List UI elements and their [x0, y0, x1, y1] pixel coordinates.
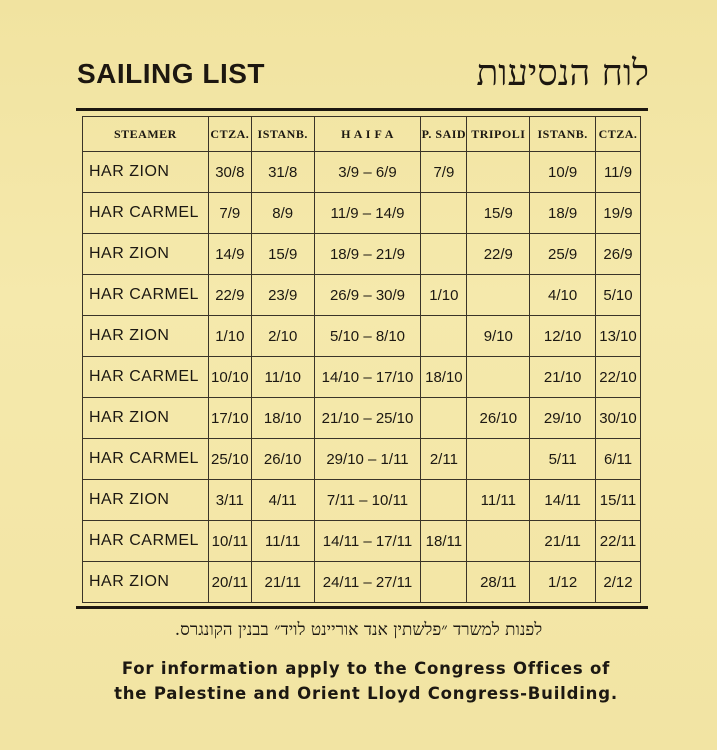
steamer-cell: HAR ZION	[83, 562, 209, 603]
date-cell: 4/11	[251, 480, 314, 521]
column-header: ISTANB.	[530, 117, 596, 152]
footer-line-2: the Palestine and Orient Lloyd Congress-Building.	[114, 684, 618, 703]
table-row	[83, 275, 641, 316]
date-cell: 22/9	[467, 234, 530, 275]
date-cell: 21/10 – 25/10	[314, 398, 421, 439]
steamer-cell: HAR ZION	[83, 152, 209, 193]
date-cell: 22/11	[596, 521, 641, 562]
date-cell: 29/10 – 1/11	[314, 439, 421, 480]
date-cell: 4/10	[530, 275, 596, 316]
table-row	[83, 193, 641, 234]
date-cell	[421, 398, 467, 439]
date-cell: 1/12	[530, 562, 596, 603]
date-cell: 1/10	[421, 275, 467, 316]
date-cell: 18/11	[421, 521, 467, 562]
date-cell: 7/9	[208, 193, 251, 234]
date-cell: 3/9 – 6/9	[314, 152, 421, 193]
table-row	[83, 152, 641, 193]
page-title-hebrew: לוח הנסיעות	[476, 53, 649, 94]
date-cell	[421, 193, 467, 234]
date-cell	[467, 275, 530, 316]
page-title: SAILING LIST	[77, 58, 265, 89]
date-cell	[467, 521, 530, 562]
table-row	[83, 234, 641, 275]
steamer-cell: HAR ZION	[83, 480, 209, 521]
date-cell: 22/10	[596, 357, 641, 398]
column-header: STEAMER	[83, 117, 209, 152]
date-cell: 13/10	[596, 316, 641, 357]
date-cell: 5/10	[596, 275, 641, 316]
date-cell: 7/9	[421, 152, 467, 193]
date-cell	[467, 439, 530, 480]
table-row	[83, 521, 641, 562]
date-cell: 7/11 – 10/11	[314, 480, 421, 521]
column-header: CTZA.	[208, 117, 251, 152]
date-cell: 3/11	[208, 480, 251, 521]
steamer-cell: HAR CARMEL	[83, 193, 209, 234]
footer-note-hebrew: לפנות למשרד ״פלשתין אנד אוריינט לויד״ בבנין הקונגרס.	[174, 620, 543, 640]
column-header: P. SAID	[421, 117, 467, 152]
date-cell: 25/10	[208, 439, 251, 480]
date-cell: 2/12	[596, 562, 641, 603]
date-cell: 9/10	[467, 316, 530, 357]
steamer-cell: HAR ZION	[83, 316, 209, 357]
table-row	[83, 316, 641, 357]
steamer-cell: HAR ZION	[83, 234, 209, 275]
column-header: ISTANB.	[251, 117, 314, 152]
date-cell: 15/9	[467, 193, 530, 234]
date-cell: 11/11	[251, 521, 314, 562]
table-body	[83, 152, 641, 603]
date-cell: 18/9 – 21/9	[314, 234, 421, 275]
date-cell	[467, 152, 530, 193]
date-cell: 28/11	[467, 562, 530, 603]
table-row	[83, 562, 641, 603]
date-cell: 10/11	[208, 521, 251, 562]
steamer-cell: HAR CARMEL	[83, 521, 209, 562]
date-cell: 21/11	[251, 562, 314, 603]
column-header: H A I F A	[314, 117, 421, 152]
date-cell: 22/9	[208, 275, 251, 316]
steamer-cell: HAR CARMEL	[83, 439, 209, 480]
date-cell: 12/10	[530, 316, 596, 357]
date-cell: 17/10	[208, 398, 251, 439]
column-header: CTZA.	[596, 117, 641, 152]
date-cell: 21/11	[530, 521, 596, 562]
steamer-cell: HAR ZION	[83, 398, 209, 439]
date-cell: 20/11	[208, 562, 251, 603]
date-cell: 26/10	[251, 439, 314, 480]
date-cell: 18/10	[251, 398, 314, 439]
date-cell: 14/9	[208, 234, 251, 275]
date-cell: 5/11	[530, 439, 596, 480]
date-cell: 2/10	[251, 316, 314, 357]
date-cell: 23/9	[251, 275, 314, 316]
date-cell: 30/10	[596, 398, 641, 439]
table-header-row	[83, 117, 641, 152]
date-cell: 11/9	[596, 152, 641, 193]
table-row	[83, 357, 641, 398]
date-cell: 30/8	[208, 152, 251, 193]
date-cell: 14/10 – 17/10	[314, 357, 421, 398]
sailing-table	[82, 116, 641, 603]
date-cell	[421, 234, 467, 275]
table-row	[83, 398, 641, 439]
column-header: TRIPOLI	[467, 117, 530, 152]
date-cell: 11/11	[467, 480, 530, 521]
date-cell	[421, 316, 467, 357]
date-cell: 18/10	[421, 357, 467, 398]
date-cell: 18/9	[530, 193, 596, 234]
date-cell: 24/11 – 27/11	[314, 562, 421, 603]
date-cell: 15/11	[596, 480, 641, 521]
date-cell: 11/10	[251, 357, 314, 398]
date-cell: 26/9	[596, 234, 641, 275]
table-row	[83, 480, 641, 521]
date-cell: 11/9 – 14/9	[314, 193, 421, 234]
date-cell: 15/9	[251, 234, 314, 275]
date-cell: 14/11	[530, 480, 596, 521]
date-cell	[421, 562, 467, 603]
steamer-cell: HAR CARMEL	[83, 357, 209, 398]
date-cell: 5/10 – 8/10	[314, 316, 421, 357]
footer-line-1: For information apply to the Congress Offices of	[121, 659, 611, 678]
date-cell: 14/11 – 17/11	[314, 521, 421, 562]
date-cell: 1/10	[208, 316, 251, 357]
date-cell: 10/10	[208, 357, 251, 398]
date-cell: 26/10	[467, 398, 530, 439]
date-cell: 6/11	[596, 439, 641, 480]
steamer-cell: HAR CARMEL	[83, 275, 209, 316]
date-cell	[467, 357, 530, 398]
date-cell: 21/10	[530, 357, 596, 398]
date-cell: 2/11	[421, 439, 467, 480]
date-cell: 10/9	[530, 152, 596, 193]
date-cell	[421, 480, 467, 521]
date-cell: 29/10	[530, 398, 596, 439]
sailing-table-frame	[76, 108, 648, 609]
date-cell: 25/9	[530, 234, 596, 275]
date-cell: 26/9 – 30/9	[314, 275, 421, 316]
date-cell: 31/8	[251, 152, 314, 193]
table-row	[83, 439, 641, 480]
footer-note-english	[76, 656, 656, 706]
date-cell: 19/9	[596, 193, 641, 234]
date-cell: 8/9	[251, 193, 314, 234]
